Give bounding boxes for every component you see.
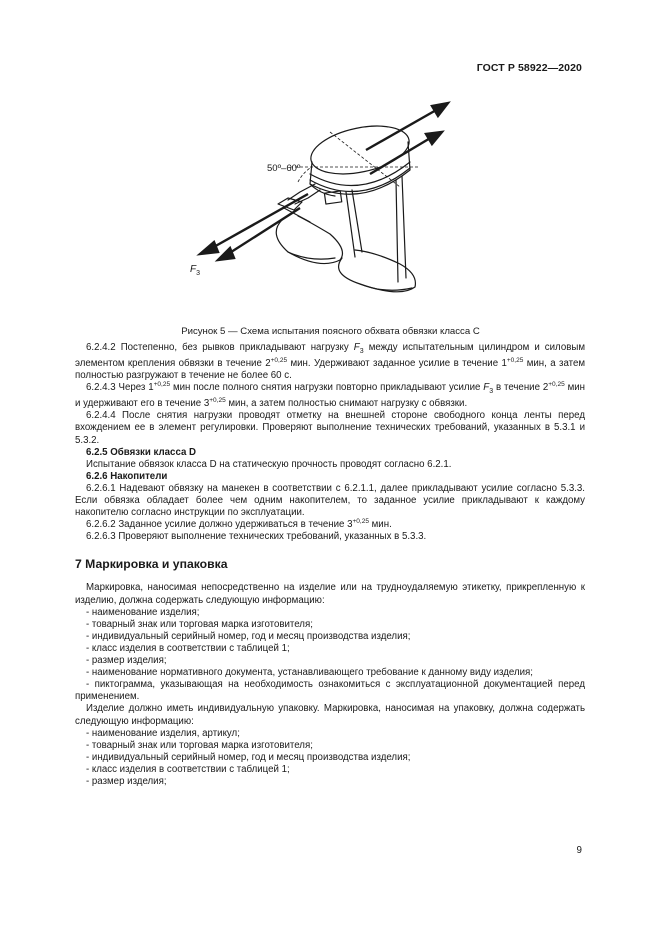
list-item: - класс изделия в соответствии с таблицей 1;: [86, 763, 290, 775]
list-item: - наименование изделия, артикул;: [86, 727, 240, 739]
angle-label: 50º–60º: [267, 163, 301, 174]
paragraph-6-2-5: Испытание обвязок класса D на статическую прочность проводят согласно 6.2.1.: [86, 458, 452, 470]
section-7-title: 7 Маркировка и упаковка: [75, 557, 228, 572]
paragraph-6-2-4-2: 6.2.4.2 Постепенно, без рывков прикладывают нагрузку $F_3$ между испытательным цилиндром и силовым элементом крепления обвязки в течение $2^{+0,25}$ мин. Удерживают заданное усилие в течение $1^{+0,25}$ мин, а затем полностью разгружают в течение не более 60 с.: [75, 342, 585, 382]
list-item: - класс изделия в соответствии с таблицей 1;: [86, 642, 290, 654]
test-cylinder-top: [307, 118, 414, 182]
list-item: - товарный знак или торговая марка изготовителя;: [86, 618, 313, 630]
heading-6-2-6: 6.2.6 Накопители: [86, 470, 168, 482]
angle-line-2: [330, 132, 400, 187]
paragraph-6-2-6-3: 6.2.6.3 Проверяют выполнение технических требований, указанных в 5.3.3.: [86, 531, 427, 543]
paragraph-6-2-6-1: 6.2.6.1 Надевают обвязку на манекен в соответствии с 6.2.1.1, далее прикладывают усилие согласно 5.3.3. Если обвязка обладает более чем одним накопителем, то заданное усилие прикладывают к каждому накопителю согласно инструкции по эксплуатации.: [75, 482, 585, 519]
heading-6-2-5: 6.2.5 Обвязки класса D: [86, 446, 197, 458]
list-item: - индивидуальный серийный номер, год и месяц производства изделия;: [86, 751, 411, 763]
marking-intro: Маркировка, наносимая непосредственно на изделие или на трудноудаляемую этикетку, прикрепленную к изделию, должна содержать следующую информацию:: [75, 582, 585, 606]
leg-loop-left: [276, 216, 342, 264]
standard-header: ГОСТ Р 58922—2020: [476, 62, 582, 74]
force-arrow-lower-left: [212, 194, 308, 248]
list-item: - размер изделия;: [86, 655, 167, 667]
force-label: $F_3$: [190, 264, 201, 277]
harness-belt: [310, 162, 410, 186]
paragraph-6-2-4-4: 6.2.4.4 После снятия нагрузки проводят отметку на внешней стороне свободного конца ленты перед вхождением ее в элемент регулировки. Проверяют выполнение технических требований, указанных в 5.3.1 и 5.3.2.: [75, 410, 585, 446]
paragraph-6-2-6-2: 6.2.6.2 Заданное усилие должно удерживаться в течение $3^{+0,25}$ мин.: [86, 518, 392, 531]
figure-caption: Рисунок 5 — Схема испытания поясного обхвата обвязки класса С: [181, 326, 480, 337]
list-item: - пиктограмма, указывающая на необходимость ознакомиться с эксплуатационной документацией перед применением.: [75, 679, 585, 703]
list-item: - наименование нормативного документа, устанавливающего требование к данному виду изделия;: [86, 667, 533, 679]
list-item: - индивидуальный серийный номер, год и месяц производства изделия;: [86, 630, 411, 642]
page-number: 9: [576, 845, 582, 856]
paragraph-6-2-4-3: 6.2.4.3 Через $1^{+0,25}$ мин после полного снятия нагрузки повторно прикладывают усилие $F_3$ в течение $2^{+0,25}$ мин и удерживают его в течение $3^{+0,25}$ мин, а затем полностью снимают нагрузку с обвязки.: [75, 381, 586, 410]
force-arrow-upper: [366, 109, 438, 150]
test-scheme-figure: [170, 92, 490, 317]
list-item: - наименование изделия;: [86, 606, 200, 618]
document-body: [75, 342, 585, 788]
leg-loop-right: [339, 250, 416, 292]
force-arrow-lower: [228, 208, 300, 254]
packaging-intro: Изделие должно иметь индивидуальную упаковку. Маркировка, наносимая на упаковку, должна содержать следующую информацию:: [75, 703, 585, 727]
list-item: - размер изделия;: [86, 775, 167, 787]
list-item: - товарный знак или торговая марка изготовителя;: [86, 739, 313, 751]
